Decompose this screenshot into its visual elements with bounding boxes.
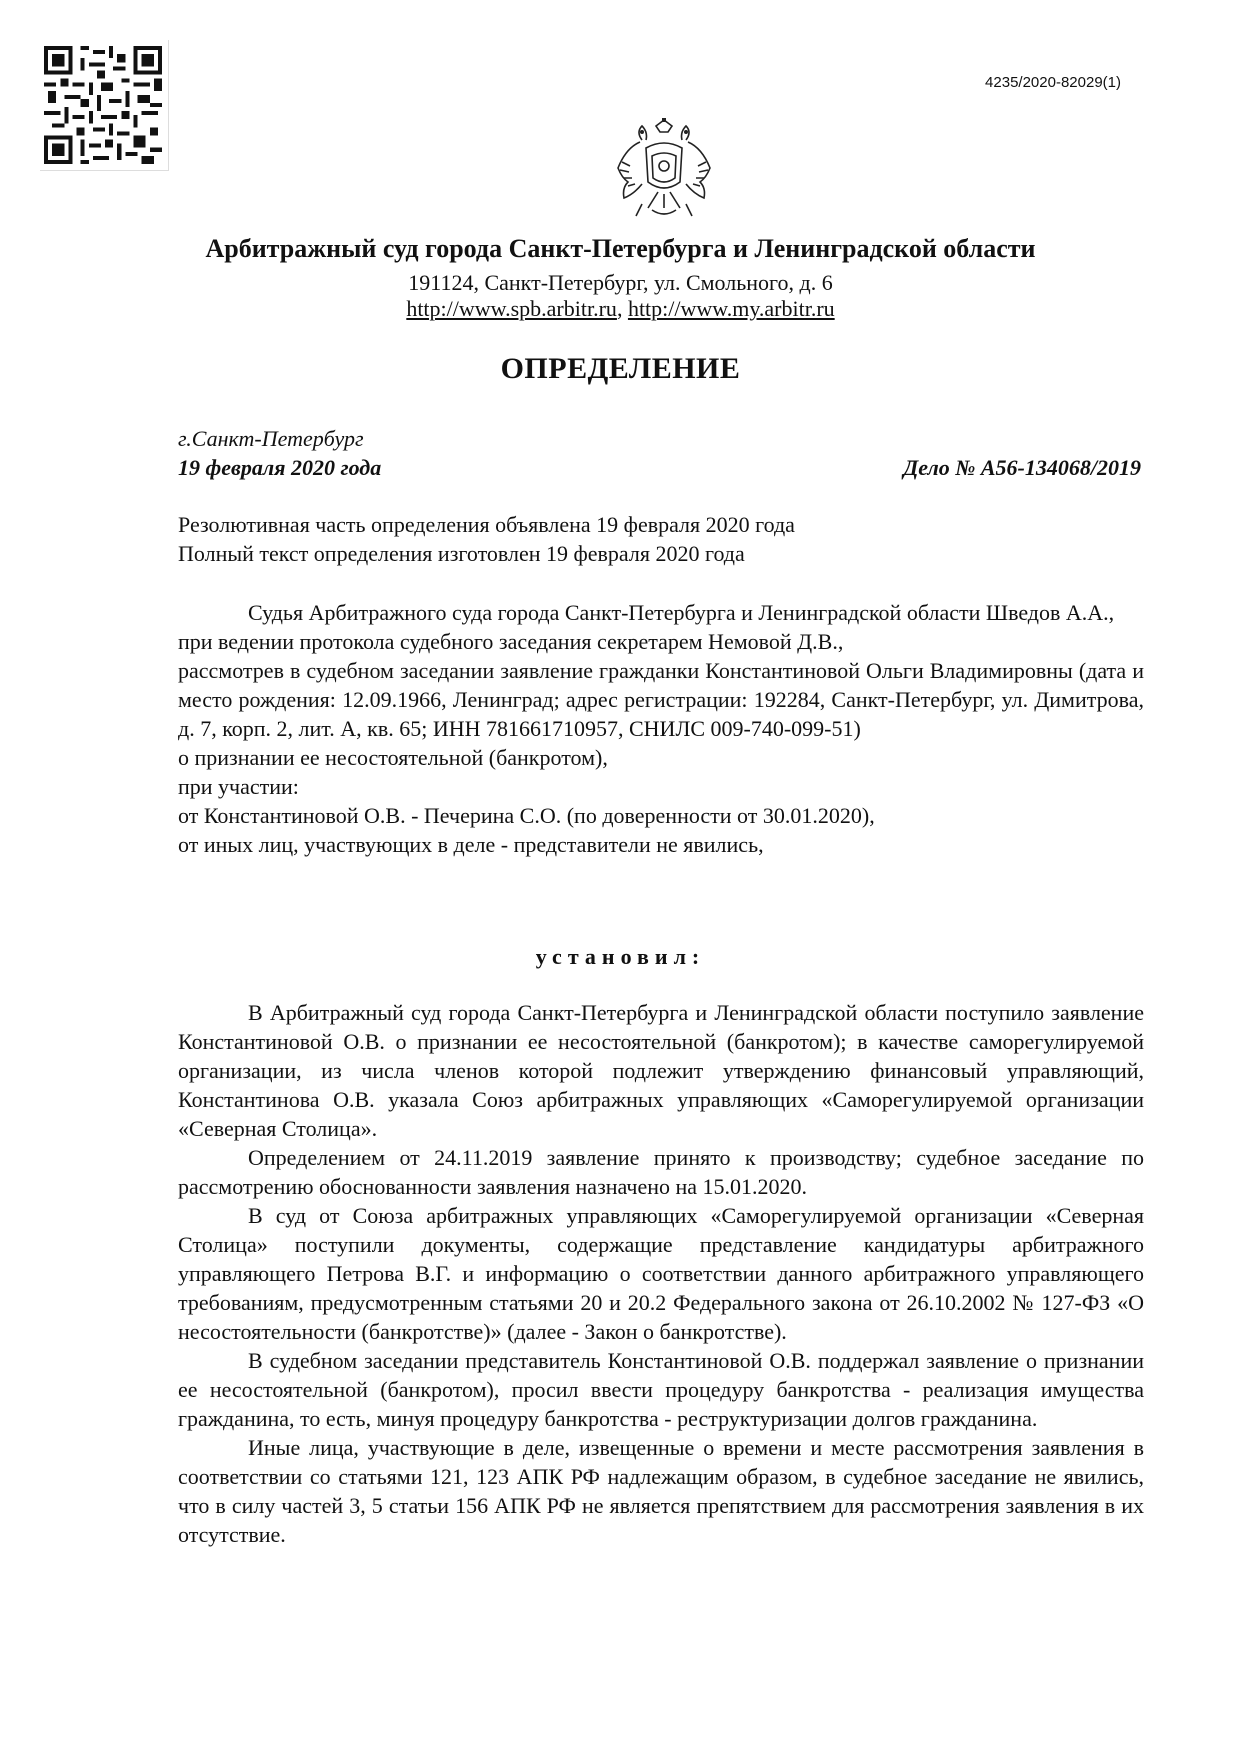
court-links bbox=[0, 296, 1241, 322]
announcement-block bbox=[178, 510, 1144, 568]
intro-secretary: при ведении протокола судебного заседания секретарем Немовой Д.В., bbox=[178, 629, 844, 654]
intro-participant: от Константиновой О.В. - Печерина С.О. (по доверенности от 30.01.2020), bbox=[178, 803, 875, 828]
document-date: 19 февраля 2020 года bbox=[178, 455, 382, 480]
body-paragraph: Определением от 24.11.2019 заявление принято к производству; судебное заседание по рассмотрению обоснованности заявления назначено на 15.01.2020. bbox=[178, 1145, 1144, 1199]
body-paragraph: Иные лица, участвующие в деле, извещенные о времени и месте рассмотрения заявления в соответствии со статьями 121, 123 АПК РФ надлежащим образом, в судебное заседание не явились, что в силу частей 3, 5 статьи 156 АПК РФ не является препятствием для рассмотрения заявления в их отсутствие. bbox=[178, 1435, 1144, 1547]
document-id: 4235/2020-82029(1) bbox=[985, 74, 1121, 91]
intro-considering: рассмотрев в судебном заседании заявление гражданки Константиновой Ольги Владимировны (дата и место рождения: 12.09.1966, Ленинград; адрес регистрации: 192284, Санкт-Петербург, ул. Димитрова, д. 7, корп. 2, лит. А, кв. 65; ИНН 781661710957, СНИЛС 009-740-099-51) bbox=[178, 658, 1144, 741]
russian-coat-of-arms-icon bbox=[612, 118, 716, 224]
link-separator: , bbox=[616, 296, 628, 321]
link-spb-arbitr[interactable]: http://www.spb.arbitr.ru bbox=[406, 296, 617, 321]
court-name: Арбитражный суд города Санкт-Петербурга и Ленинградской области bbox=[205, 234, 1036, 263]
place: г.Санкт-Петербург bbox=[178, 426, 364, 451]
case-number: Дело № А56-134068/2019 bbox=[903, 455, 1141, 480]
court-address: 191124, Санкт-Петербург, ул. Смольного, д. 6 bbox=[408, 270, 833, 295]
qr-code-icon bbox=[44, 46, 162, 164]
established-label: установил: bbox=[535, 944, 706, 969]
document-title: ОПРЕДЕЛЕНИЕ bbox=[500, 352, 741, 385]
body-paragraph: В суд от Союза арбитражных управляющих «Саморегулируемой организации «Северная Столица» поступили документы, содержащие представление кандидатуры арбитражного управляющего Петрова В.Г. и информацию о соответствии данного арбитражного управляющего требованиям, предусмотренным статьями 20 и 20.2 Федерального закона от 26.10.2002 № 127-ФЗ «О несостоятельности (банкротстве)» (далее - Закон о банкротстве). bbox=[178, 1203, 1144, 1344]
body-paragraph: В Арбитражный суд города Санкт-Петербурга и Ленинградской области поступило заявление Константиновой О.В. о признании ее несостоятельной (банкротом); в качестве саморегулируемой организации, из числа членов которой подлежит утверждению финансовый управляющий, Константинова О.В. указала Союз арбитражных управляющих «Саморегулируемой организации «Северная Столица». bbox=[178, 1000, 1144, 1141]
intro-block bbox=[178, 598, 1144, 859]
announcement-line: Полный текст определения изготовлен 19 февраля 2020 года bbox=[178, 541, 745, 566]
intro-judge: Судья Арбитражного суда города Санкт-Петербурга и Ленинградской области Шведов А.А., bbox=[248, 600, 1115, 625]
intro-participation: при участии: bbox=[178, 774, 299, 799]
intro-subject: о признании ее несостоятельной (банкротом), bbox=[178, 745, 608, 770]
announcement-line: Резолютивная часть определения объявлена 19 февраля 2020 года bbox=[178, 512, 795, 537]
link-my-arbitr[interactable]: http://www.my.arbitr.ru bbox=[627, 296, 835, 321]
body-paragraph: В судебном заседании представитель Константиновой О.В. поддержал заявление о признании ее несостоятельной (банкротом), просил ввести процедуру банкротства - реализация имущества гражданина, то есть, минуя процедуру банкротства - реструктуризации долгов гражданина. bbox=[178, 1348, 1144, 1431]
body-block bbox=[178, 998, 1144, 1549]
intro-participant: от иных лиц, участвующих в деле - представители не явились, bbox=[178, 832, 764, 857]
